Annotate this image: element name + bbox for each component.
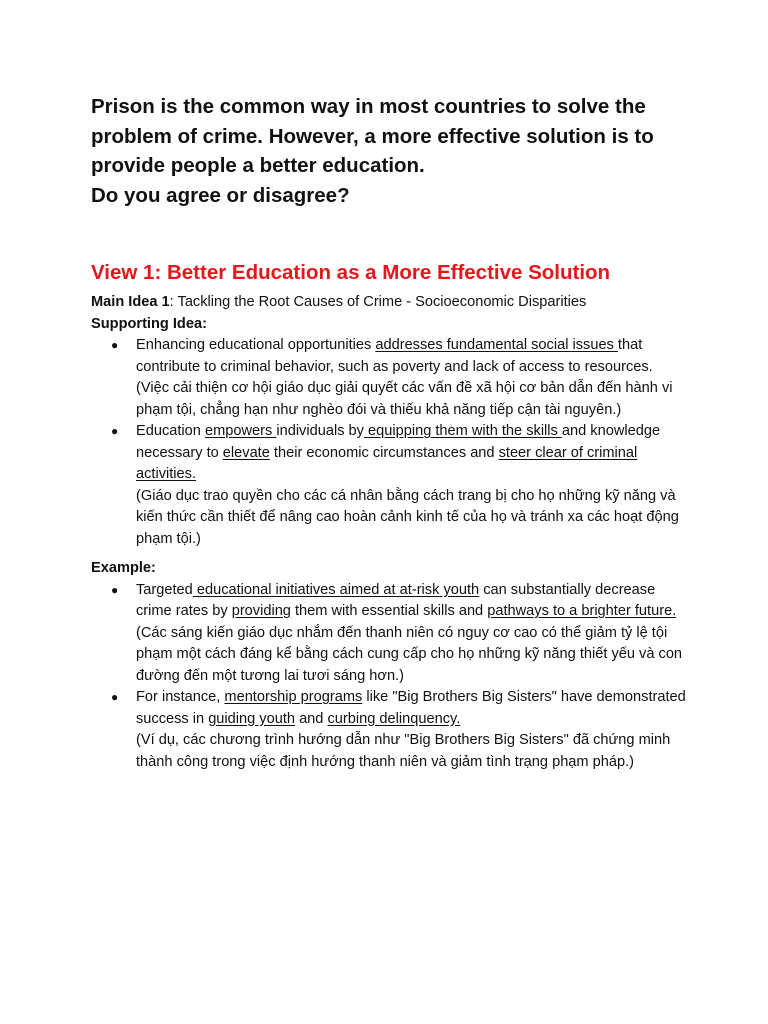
question-line-4: Do you agree or disagree? xyxy=(91,183,350,207)
bullet-icon: ● xyxy=(111,424,119,438)
vietnamese-translation: (Việc cải thiện cơ hội giáo dục giải quyết các vấn đề xã hội cơ bản dẫn đến hành vi phạm tội, chẳng hạn như nghèo đói và thiếu khả năng tiếp cận tài nguyên.) xyxy=(136,380,673,418)
question-line-2: problem of crime. However, a more effective solution is to xyxy=(91,124,654,148)
underlined-phrase: elevate xyxy=(222,444,270,461)
supporting-idea-label: Supporting Idea: xyxy=(91,315,207,332)
underlined-phrase: equipping them with the skills xyxy=(363,423,562,439)
underlined-phrase: steer clear of criminal activities. xyxy=(136,444,638,482)
question-line-3: provide people a better education. xyxy=(91,154,425,177)
underlined-phrase: pathways to a brighter future. xyxy=(487,603,677,619)
list-item: ● Targeted educational initiatives aimed at at-risk youth can substantially decrease crime rates by providing them with essential skills and pathways to a brighter future. (Các sáng kiến giáo dục nhắm đến thanh niên có nguy cơ cao có thể giảm tỷ lệ tội phạm một cách đáng kể bằng cách cung cấp cho họ những kỹ năng thiết yếu và con đường đến một tương lai tươi sáng hơn.) xyxy=(111,581,683,684)
main-idea-text: : Tackling the Root Causes of Crime - Socioeconomic Disparities xyxy=(169,294,587,310)
list-item: ● Education empowers individuals by equipping them with the skills and knowledge necessary to elevate their economic circumstances and steer clear of criminal activities. (Giáo dục trao quyền cho các cá nhân bằng cách trang bị cho họ những kỹ năng và kiến thức cần thiết để nâng cao hoàn cảnh kinh tế của họ và tránh xa các hoạt động phạm tội.) xyxy=(111,423,679,547)
list-item: ● For instance, mentorship programs like "Big Brothers Big Sisters" have demonstrated success in guiding youth and curbing delinquency. (Ví dụ, các chương trình hướng dẫn như "Big Brothers Big Sisters" đã chứng minh thành công trong việc định hướng thanh niên và giảm tình trạng phạm pháp.) xyxy=(111,689,686,770)
underlined-phrase: guiding youth xyxy=(208,710,296,727)
underlined-phrase: curbing delinquency. xyxy=(327,710,461,727)
bullet-icon: ● xyxy=(111,338,119,352)
underlined-phrase: mentorship programs xyxy=(224,689,363,705)
list-item: ● Enhancing educational opportunities addresses fundamental social issues that contribute to criminal behavior, such as poverty and lack of access to resources. (Việc cải thiện cơ hội giáo dục giải quyết các vấn đề xã hội cơ bản dẫn đến hành vi phạm tội, chẳng hạn như nghèo đói và thiếu khả năng tiếp cận tài nguyên.) xyxy=(111,337,673,418)
bullet-icon: ● xyxy=(111,582,119,597)
vietnamese-translation: (Các sáng kiến giáo dục nhắm đến thanh niên có nguy cơ cao có thể giảm tỷ lệ tội phạm một cách đáng kể bằng cách cung cấp cho họ những kỹ năng thiết yếu và con đường đến một tương lai tươi sáng hơn.) xyxy=(136,624,683,684)
vietnamese-translation: (Ví dụ, các chương trình hướng dẫn như "Big Brothers Big Sisters" đã chứng minh thành công trong việc định hướng thanh niên và giảm tình trạng phạm pháp.) xyxy=(136,732,671,770)
view-1-heading: View 1: Better Education as a More Effective Solution xyxy=(91,261,611,284)
main-idea-label: Main Idea 1 xyxy=(91,294,170,310)
main-idea xyxy=(91,292,688,314)
underlined-phrase: educational initiatives aimed at at-risk youth xyxy=(192,581,480,598)
example-list xyxy=(91,580,688,774)
example-label: Example: xyxy=(91,560,156,576)
bullet-icon: ● xyxy=(111,690,119,704)
underlined-phrase: providing xyxy=(231,603,291,619)
question-line-1: Prison is the common way in most countries to solve the xyxy=(91,95,646,118)
underlined-phrase: empowers xyxy=(204,423,277,439)
vietnamese-translation: (Giáo dục trao quyền cho các cá nhân bằng cách trang bị cho họ những kỹ năng và kiến thức cần thiết để nâng cao hoàn cảnh kinh tế của họ và tránh xa các hoạt động phạm tội.) xyxy=(136,487,679,547)
underlined-phrase: addresses fundamental social issues xyxy=(375,337,618,353)
essay-question xyxy=(91,92,688,210)
supporting-list xyxy=(91,335,688,550)
